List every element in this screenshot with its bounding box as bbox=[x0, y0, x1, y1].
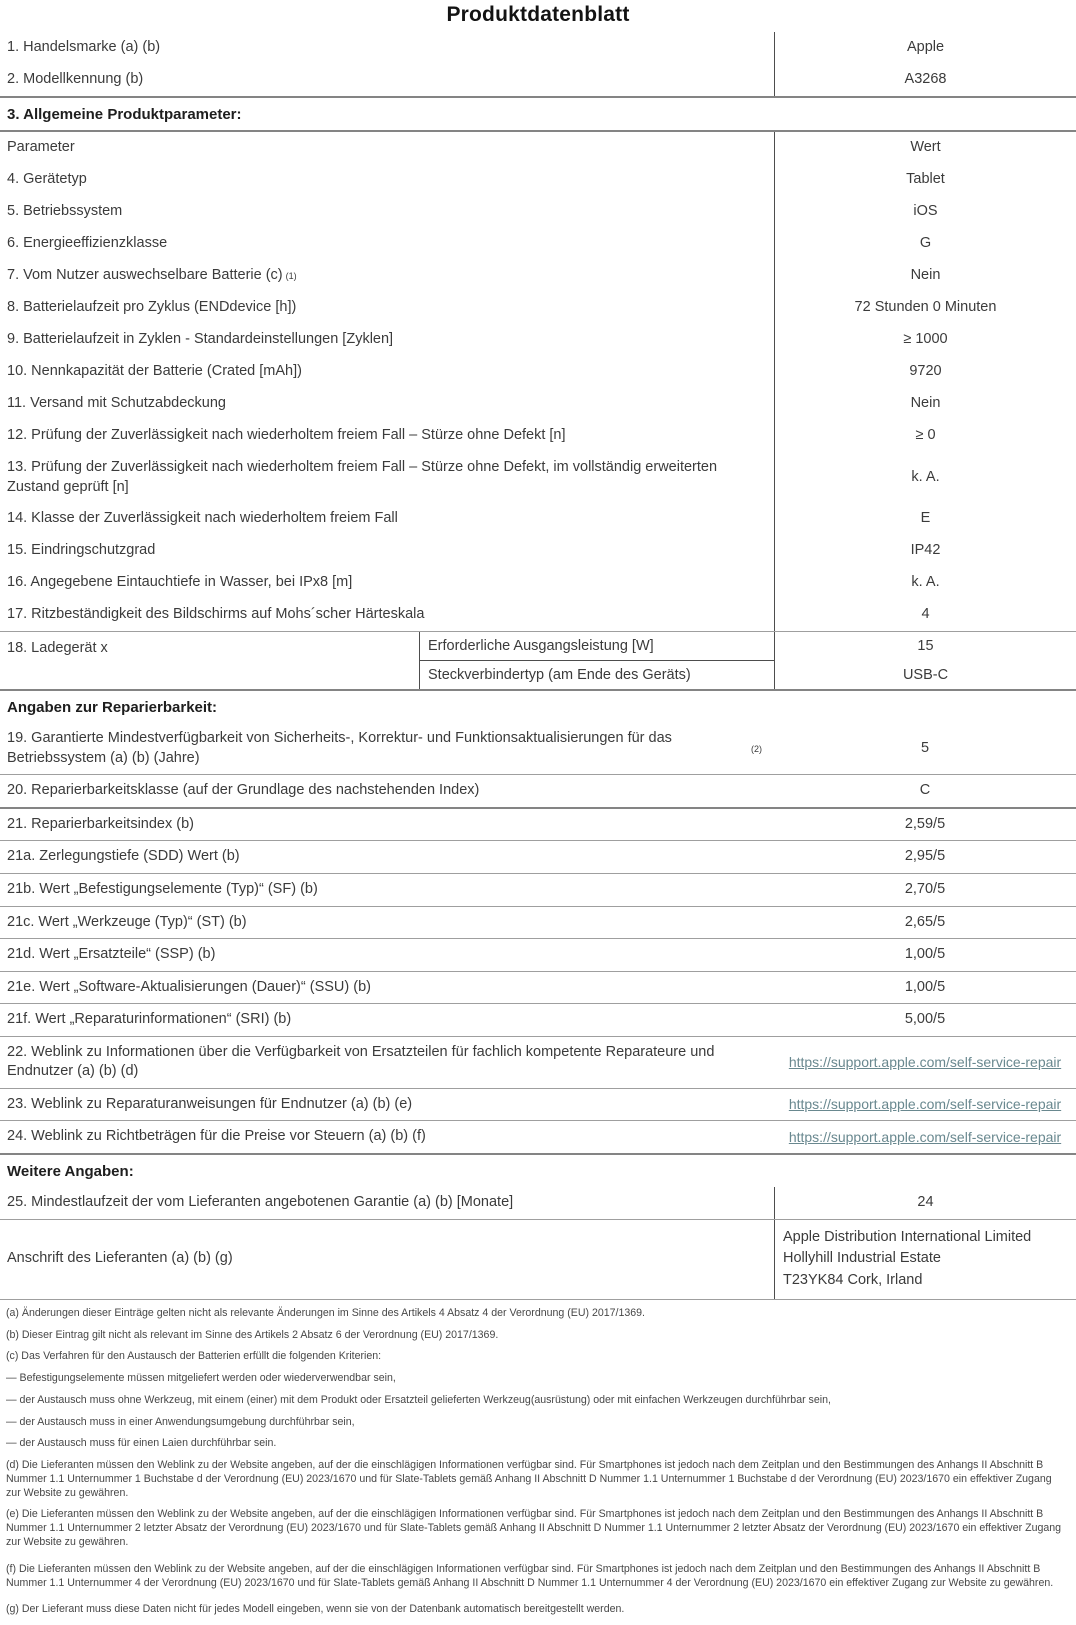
row-value: 4 bbox=[774, 599, 1076, 631]
repair-section-heading: Angaben zur Reparierbarkeit: bbox=[7, 699, 218, 717]
general-section-heading: 3. Allgemeine Produktparameter: bbox=[0, 98, 1076, 132]
table-row bbox=[0, 452, 1076, 503]
table-row bbox=[0, 64, 1076, 96]
repair-link-rows bbox=[0, 1037, 1076, 1155]
row-value: IP42 bbox=[774, 535, 1076, 567]
row-label: 5. Betriebssystem bbox=[7, 203, 123, 220]
row-label: 21a. Zerlegungstiefe (SDD) Wert (b) bbox=[7, 848, 240, 865]
row-value: Nein bbox=[774, 388, 1076, 420]
general-parameters-section bbox=[0, 132, 1076, 631]
row-value: 2,59/5 bbox=[904, 815, 946, 832]
row-value: A3268 bbox=[774, 64, 1076, 96]
row-label: 6. Energieeffizienzklasse bbox=[7, 235, 168, 252]
weblink-row bbox=[0, 1089, 1076, 1122]
row-value bbox=[774, 1121, 1076, 1153]
row-label: 24. Weblink zu Richtbeträgen für die Preise vor Steuern (a) (b) (f) bbox=[7, 1128, 426, 1145]
support-weblink[interactable]: https://support.apple.com/self-service-repair bbox=[788, 1128, 1062, 1145]
charger-output-label: Erforderliche Ausgangsleistung [W] bbox=[428, 638, 654, 655]
footnote: (f) Die Lieferanten müssen den Weblink zu der Website angeben, auf der die einschlägigen Informationen verfügbar sind. Für Smartphones ist jedoch nach dem Zeitplan und den Bestimmungen des Anhangs II Abschnitt B Nummer 1.1 Unternummer 4 der Verordnung (EU) 2023/1670 und für Slate-Tablets gemäß Anhang II Abschnitt D Nummer 1.1 Unternummer 4 der Verordnung (EU) 2023/1670 ein effektiver Zugang zur Website zu gewähren. bbox=[6, 1562, 1054, 1589]
table-row bbox=[0, 809, 1076, 842]
row-label: 21f. Wert „Reparaturinformationen“ (SRI) (b) bbox=[7, 1011, 292, 1028]
table-row bbox=[0, 503, 1076, 535]
table-row bbox=[0, 292, 1076, 324]
row-label: 4. Gerätetyp bbox=[7, 171, 87, 188]
footnotes-section bbox=[0, 1300, 1076, 1617]
footnote: — der Austausch muss für einen Laien durchführbar sein. bbox=[6, 1437, 277, 1450]
row-label: 21b. Wert „Befestigungselemente (Typ)“ (SF) (b) bbox=[7, 880, 318, 897]
row-label: 14. Klasse der Zuverlässigkeit nach wiederholtem freiem Fall bbox=[7, 510, 398, 527]
general-rows bbox=[0, 164, 1076, 631]
row-label: 17. Ritzbeständigkeit des Bildschirms auf Mohs´scher Härteskala bbox=[7, 606, 425, 623]
table-row bbox=[0, 164, 1076, 196]
row-label: 21. Reparierbarkeitsindex (b) bbox=[7, 815, 194, 832]
brand-model-section bbox=[0, 32, 1076, 98]
row-value: 2,95/5 bbox=[904, 848, 946, 865]
page-title: Produktdatenblatt bbox=[446, 3, 630, 26]
table-row bbox=[0, 32, 1076, 64]
row-value: ≥ 0 bbox=[774, 420, 1076, 452]
supplier-address-line: Hollyhill Industrial Estate bbox=[783, 1250, 941, 1267]
table-row bbox=[0, 324, 1076, 356]
row-label: 25. Mindestlaufzeit der vom Lieferanten angebotenen Garantie (a) (b) [Monate] bbox=[7, 1194, 514, 1210]
more-section bbox=[0, 1187, 1076, 1300]
charger-values bbox=[774, 632, 1076, 689]
row-label: 7. Vom Nutzer auswechselbare Batterie (c) (1) bbox=[7, 267, 297, 284]
table-row bbox=[0, 1004, 1076, 1037]
supplier-address-line: Apple Distribution International Limited bbox=[783, 1228, 1032, 1245]
row-value: 2,65/5 bbox=[904, 913, 946, 930]
charger-connector-value: USB-C bbox=[902, 666, 949, 683]
row-label: 22. Weblink zu Informationen über die Verfügbarkeit von Ersatzteilen für fachlich kompetente Reparateure und Endnutzer (a) (b) (d) bbox=[7, 1043, 715, 1080]
table-row bbox=[0, 356, 1076, 388]
row-value: Apple bbox=[774, 32, 1076, 64]
table-row bbox=[0, 388, 1076, 420]
row-label: 21c. Wert „Werkzeuge (Typ)“ (ST) (b) bbox=[7, 913, 247, 930]
row-label: 13. Prüfung der Zuverlässigkeit nach wiederholtem freiem Fall – Stürze ohne Defekt, im vollständig erweiterten Zustand geprüft [n] bbox=[7, 459, 718, 495]
table-row bbox=[0, 599, 1076, 631]
row-label: 19. Garantierte Mindestverfügbarkeit von Sicherheits-, Korrektur- und Funktionsaktualisierungen für das Betriebssystem (a) (b) (Jahre) (2) bbox=[7, 730, 762, 766]
table-row bbox=[0, 196, 1076, 228]
charger-label: 18. Ladegerät x bbox=[7, 640, 108, 657]
table-row bbox=[0, 972, 1076, 1005]
supplier-address-line: T23YK84 Cork, Irland bbox=[783, 1272, 923, 1289]
support-weblink[interactable]: https://support.apple.com/self-service-repair bbox=[788, 1096, 1062, 1113]
row-value: G bbox=[774, 228, 1076, 260]
row-label: 9. Batterielaufzeit in Zyklen - Standardeinstellungen [Zyklen] bbox=[7, 331, 394, 348]
footnote: (a) Änderungen dieser Einträge gelten nicht als relevante Änderungen im Sinne des Artikels 4 Absatz 4 der Verordnung (EU) 2017/1369. bbox=[6, 1306, 645, 1319]
row-value: 1,00/5 bbox=[904, 946, 946, 963]
row-label: 16. Angegebene Eintauchtiefe in Wasser, bei IPx8 [m] bbox=[7, 574, 353, 591]
row-value: 5,00/5 bbox=[904, 1011, 946, 1028]
table-row bbox=[0, 775, 1076, 809]
footnote: (d) Die Lieferanten müssen den Weblink zu der Website angeben, auf der die einschlägigen Informationen verfügbar sind. Für Smartphones ist jedoch nach dem Zeitplan und den Bestimmungen des Anhangs II Abschnitt B Nummer 1.1 Unternummer 1 Buchstabe d der Verordnung (EU) 2023/1670 und für Slate-Tablets gemäß Anhang II Abschnitt D Nummer 1.1 Unternummer 1 Buchstabe d der Verordnung (EU) 2023/1670 ein effektiver Zugang zur Website zu gewähren. bbox=[6, 1459, 1052, 1499]
charger-output-value: 15 bbox=[917, 638, 934, 655]
footnote: (e) Die Lieferanten müssen den Weblink zu der Website angeben, auf der die einschlägigen Informationen verfügbar sind. Für Smartphones ist jedoch nach dem Zeitplan und den Bestimmungen des Anhangs II Abschnitt B Nummer 1.1 Unternummer 2 letzter Absatz der Verordnung (EU) 2023/1670 und für Slate-Tablets gemäß Anhang II Abschnitt D Nummer 1.1 Unternummer 2 letzter Absatz der Verordnung (EU) 2023/1670 ein effektiver Zugang zur Website zu gewähren. bbox=[6, 1508, 1062, 1548]
row-label: 10. Nennkapazität der Batterie (Crated [mAh]) bbox=[7, 363, 302, 380]
weblink-row bbox=[0, 1037, 1076, 1089]
footnote: — der Austausch muss in einer Anwendungsumgebung durchführbar sein, bbox=[6, 1415, 355, 1428]
row-value: 5 bbox=[920, 739, 930, 756]
support-weblink[interactable]: https://support.apple.com/self-service-repair bbox=[788, 1053, 1062, 1070]
table-row bbox=[0, 841, 1076, 874]
table-row bbox=[0, 907, 1076, 940]
row-value: 24 bbox=[774, 1187, 1076, 1219]
charger-row bbox=[0, 631, 1076, 691]
row-label: 2. Modellkennung (b) bbox=[7, 71, 144, 88]
row-value: Tablet bbox=[774, 164, 1076, 196]
footnote: (c) Das Verfahren für den Austausch der Batterien erfüllt die folgenden Kriterien: bbox=[6, 1350, 382, 1363]
table-row bbox=[0, 228, 1076, 260]
row-value: iOS bbox=[774, 196, 1076, 228]
footnote: — der Austausch muss ohne Werkzeug, mit einem (einer) mit dem Produkt oder Ersatzteil gelieferten Werkzeug(ausrüstung) oder mit einfachen Werkzeugen durchführbar sein, bbox=[6, 1393, 831, 1406]
row-label: 23. Weblink zu Reparaturanweisungen für Endnutzer (a) (b) (e) bbox=[7, 1095, 413, 1112]
row-value: 9720 bbox=[774, 356, 1076, 388]
row-value: 1,00/5 bbox=[904, 978, 946, 995]
more-section-heading: Weitere Angaben: bbox=[7, 1163, 134, 1180]
row-label: 20. Reparierbarkeitsklasse (auf der Grundlage des nachstehenden Index) bbox=[7, 782, 480, 799]
table-row bbox=[0, 723, 1076, 775]
warranty-row bbox=[0, 1187, 1076, 1220]
table-row bbox=[0, 939, 1076, 972]
row-label: 21e. Wert „Software-Aktualisierungen (Dauer)“ (SSU) (b) bbox=[7, 978, 371, 995]
row-label: 11. Versand mit Schutzabdeckung bbox=[7, 395, 226, 412]
footnote: — Befestigungselemente müssen mitgeliefert werden oder wiederverwendbar sein, bbox=[6, 1372, 396, 1385]
charger-connector-label: Steckverbindertyp (am Ende des Geräts) bbox=[420, 660, 774, 689]
table-row bbox=[0, 567, 1076, 599]
column-header-wert: Wert bbox=[774, 132, 1076, 164]
table-row bbox=[0, 874, 1076, 907]
supplier-address bbox=[774, 1220, 1076, 1299]
table-header-row bbox=[0, 132, 1076, 164]
row-value: ≥ 1000 bbox=[774, 324, 1076, 356]
row-label: 1. Handelsmarke (a) (b) bbox=[7, 39, 161, 56]
table-row bbox=[0, 260, 1076, 292]
row-value: C bbox=[919, 782, 931, 799]
row-label: Anschrift des Lieferanten (a) (b) (g) bbox=[7, 1250, 233, 1267]
repair-rows bbox=[0, 723, 1076, 1037]
table-row bbox=[0, 420, 1076, 452]
footnote: (b) Dieser Eintrag gilt nicht als relevant im Sinne des Artikels 2 Absatz 6 der Verordnung (EU) 2017/1369. bbox=[6, 1328, 499, 1341]
row-label: 12. Prüfung der Zuverlässigkeit nach wiederholtem freiem Fall – Stürze ohne Defekt [n] bbox=[7, 427, 566, 444]
supplier-address-row bbox=[0, 1220, 1076, 1300]
row-label: 21d. Wert „Ersatzteile“ (SSP) (b) bbox=[7, 946, 216, 963]
row-value: E bbox=[774, 503, 1076, 535]
weblink-row bbox=[0, 1121, 1076, 1155]
row-value: k. A. bbox=[774, 452, 1076, 503]
row-label: 8. Batterielaufzeit pro Zyklus (ENDdevice [h]) bbox=[7, 299, 297, 316]
column-header-parameter: Parameter bbox=[7, 139, 75, 156]
row-value: k. A. bbox=[774, 567, 1076, 599]
row-value: Nein bbox=[774, 260, 1076, 292]
row-value bbox=[774, 1089, 1076, 1121]
row-label: 15. Eindringschutzgrad bbox=[7, 542, 156, 559]
row-value: 72 Stunden 0 Minuten bbox=[774, 292, 1076, 324]
footnote: (g) Der Lieferant muss diese Daten nicht für jedes Modell eingeben, wenn sie von der Datenbank automatisch bereitgestellt werden. bbox=[6, 1603, 625, 1616]
table-row bbox=[0, 535, 1076, 567]
row-value: 2,70/5 bbox=[904, 880, 946, 897]
row-value bbox=[774, 1037, 1076, 1088]
charger-sublabels bbox=[419, 632, 774, 689]
